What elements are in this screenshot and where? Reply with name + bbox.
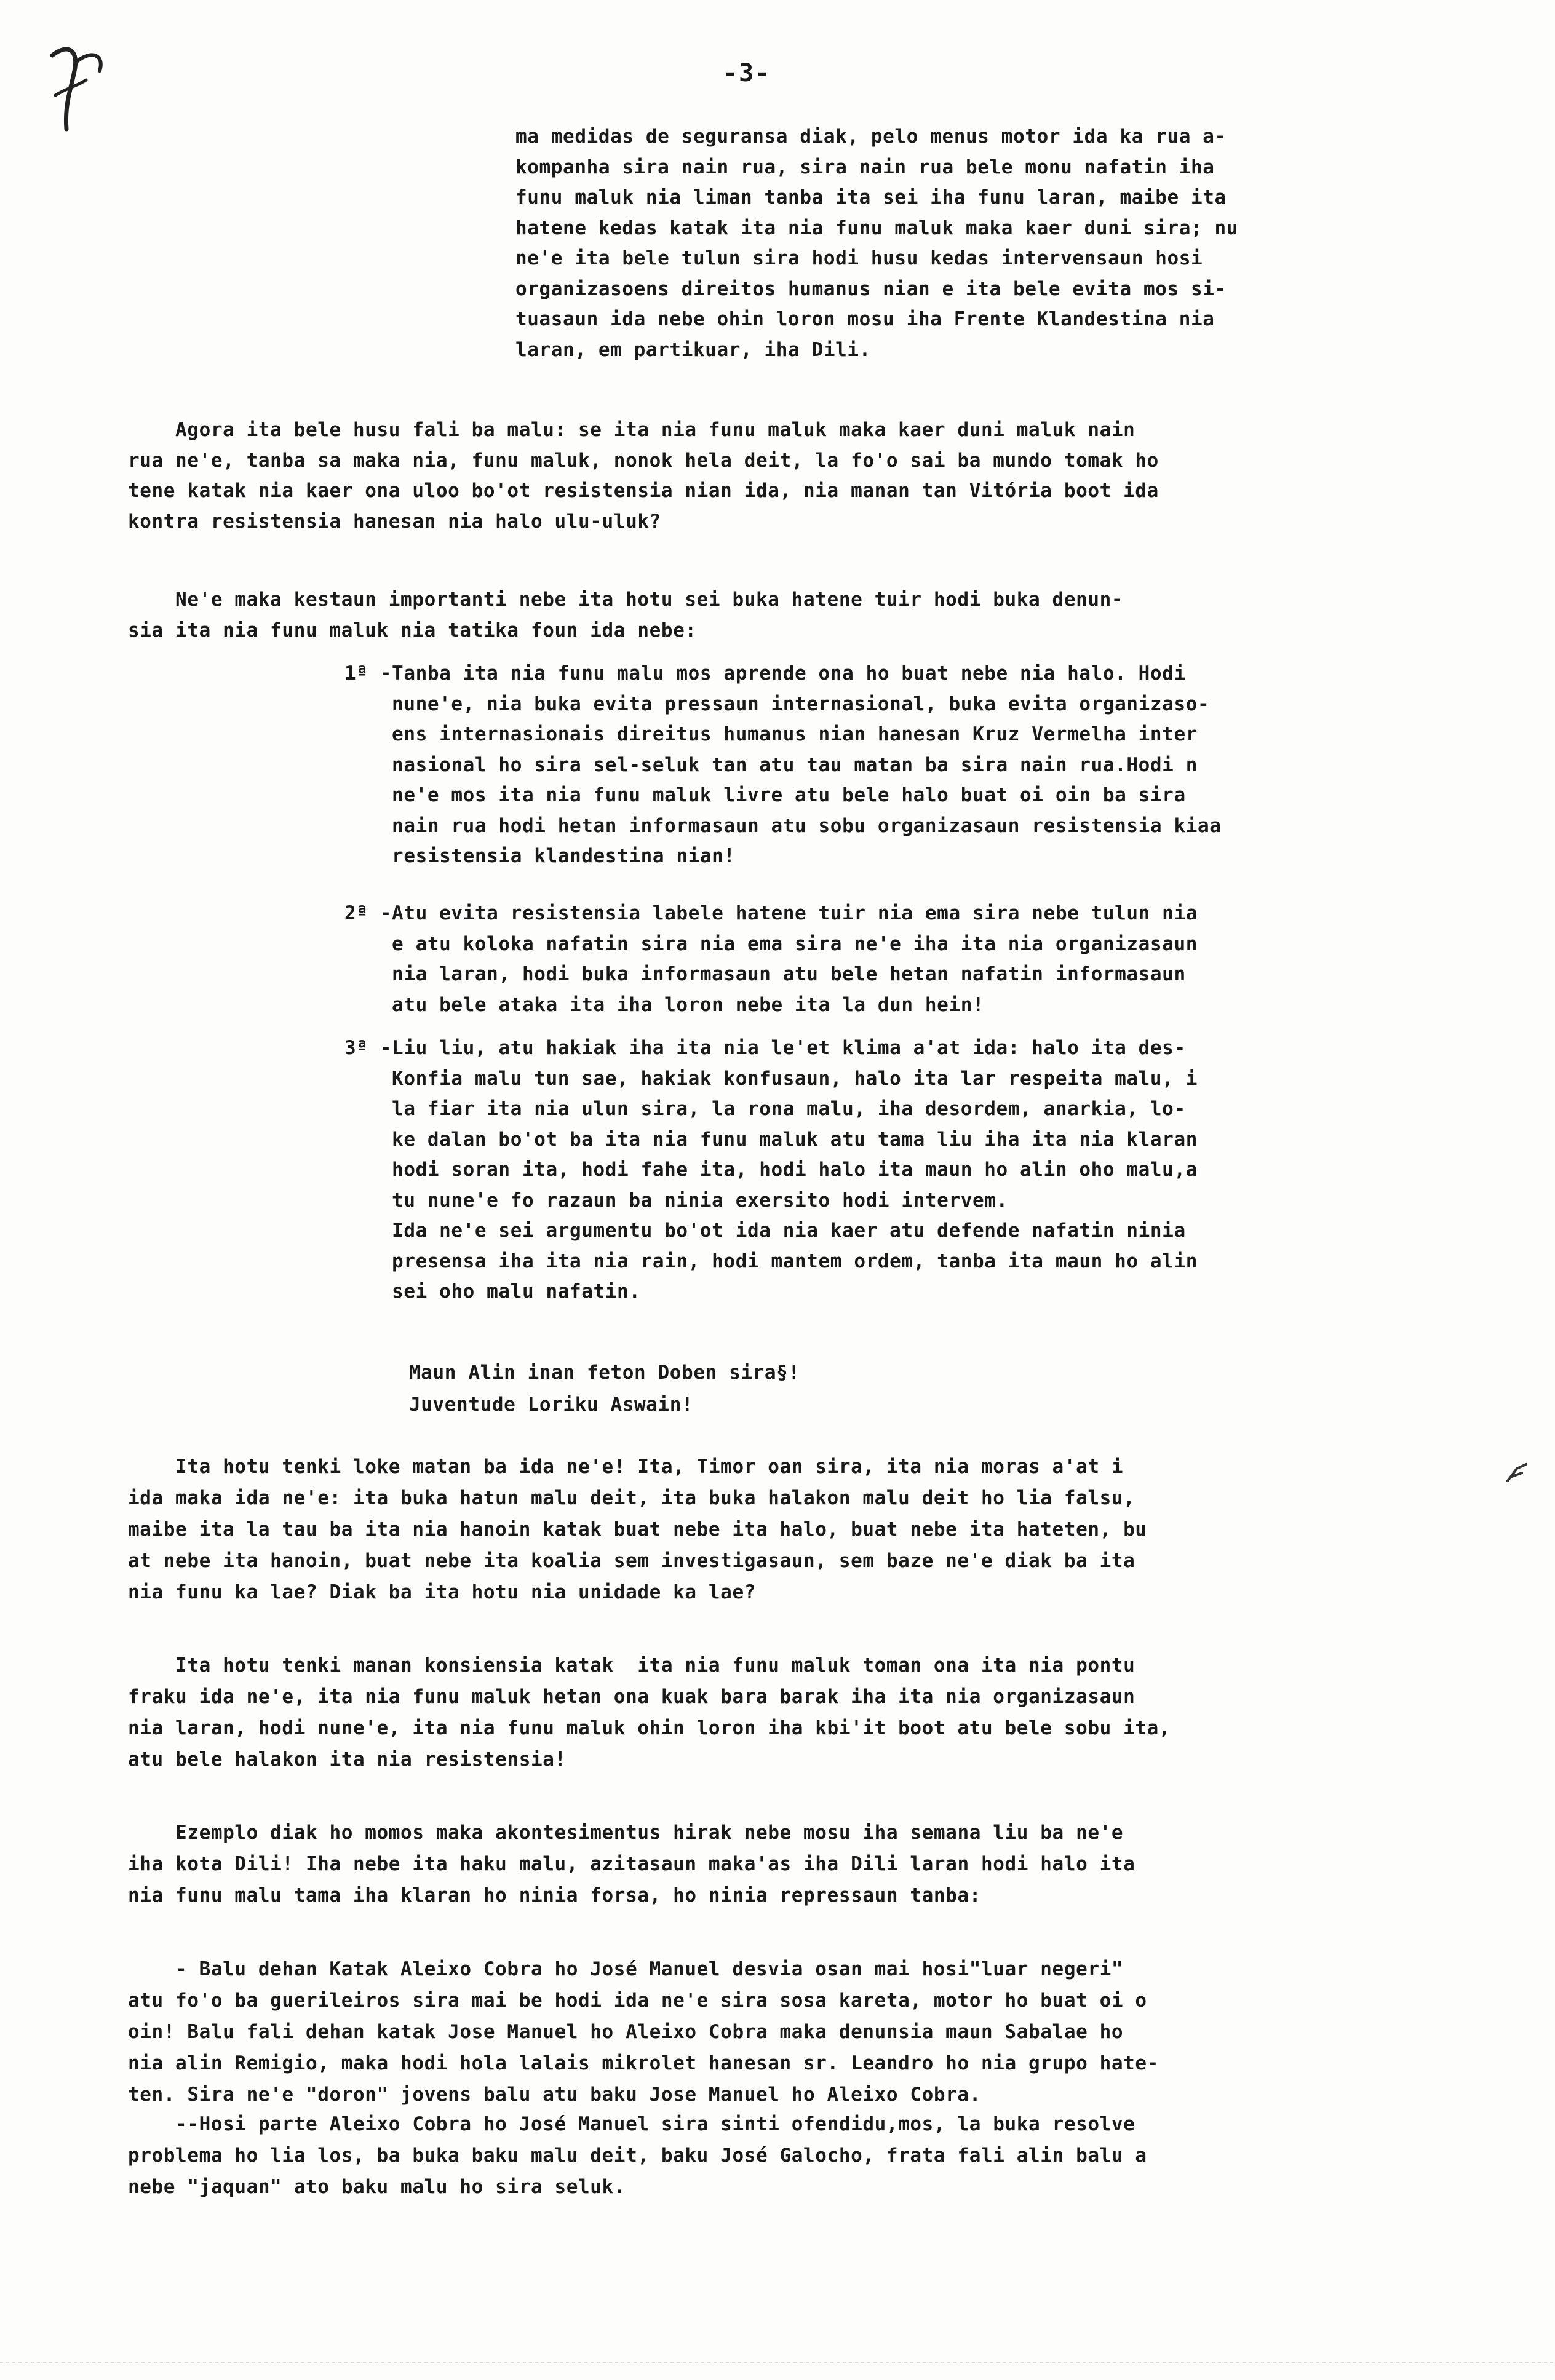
paragraph-hosi-parte: --Hosi parte Aleixo Cobra ho José Manuel sira sinti ofendidu,mos, la buka resolve problema ho lia los, ba buka baku malu deit, baku José Galocho, frata fali alin balu a nebe "jaquan" ato baku malu ho sira seluk. bbox=[128, 2113, 1147, 2198]
list-item: 3ª -Liu liu, atu hakiak iha ita nia le'et klima a'at ida: halo ita des- Konfia malu tun sae, hakiak konfusaun, halo ita lar respeita malu, i la fiar ita nia ulun sira, la rona malu, iha desordem, anarkia, lo- ke dalan bo'ot ba ita nia funu maluk atu tama liu iha ita nia klaran hodi soran ita, hodi fahe ita, hodi halo ita maun ho alin oho malu,a tu nune'e fo razaun ba ninia exersito hodi intervem. Ida ne'e sei argumentu bo'ot ida nia kaer atu defende nafatin ninia presensa iha ita nia rain, hodi mantem ordem, tanba ita maun ho alin sei oho malu nafatin. bbox=[344, 1037, 1198, 1303]
paragraph-ezemplo: Ezemplo diak ho momos maka akontesimentus hirak nebe mosu iha semana liu ba ne'e iha kota Dili! Iha nebe ita haku malu, azitasaun maka'as iha Dili laran hodi halo ita nia funu malu tama iha klaran ho ninia forsa, ho ninia repressaun tanba: bbox=[128, 1822, 1135, 1906]
paragraph-loke-matan: Ita hotu tenki loke matan ba ida ne'e! Ita, Timor oan sira, ita nia moras a'at i ida maka ida ne'e: ita buka hatun malu deit, ita buka halakon malu deit ho lia falsu, maibe ita la tau ba ita nia hanoin katak buat nebe ita halo, buat nebe ita hateten, bu at nebe ita hanoin, buat nebe ita koalia sem investigasaun, sem baze ne'e diak ba ita nia funu ka lae? Diak ba ita hotu nia unidade ka lae? bbox=[128, 1456, 1147, 1603]
paragraph-kestaun: Ne'e maka kestaun importanti nebe ita hotu sei buka hatene tuir hodi buka denun- sia ita nia funu maluk nia tatika foun ida nebe: bbox=[128, 589, 1124, 641]
handwritten-mark bbox=[43, 37, 111, 141]
list-item: 2ª -Atu evita resistensia labele hatene tuir nia ema sira nebe tulun nia e atu koloka nafatin sira nia ema sira ne'e iha ita nia organizasaun nia laran, hodi buka informasaun atu bele hetan nafatin informasaun atu bele ataka ita iha loron nebe ita la dun hein! bbox=[344, 902, 1198, 1016]
paragraph-konsiensia: Ita hotu tenki manan konsiensia katak ita nia funu maluk toman ona ita nia pontu fraku ida ne'e, ita nia funu maluk hetan ona kuak bara barak iha ita nia organizasaun nia laran, hodi nune'e, ita nia funu maluk ohin loron iha kbi'it boot atu bele sobu ita, atu bele halakon ita nia resistensia! bbox=[128, 1654, 1171, 1771]
paragraph-agora: Agora ita bele husu fali ba malu: se ita nia funu maluk maka kaer duni maluk nain rua ne'e, tanba sa maka nia, funu maluk, nonok hela deit, la fo'o sai ba mundo tomak ho tene katak nia kaer ona uloo bo'ot resistensia nian ida, nia manan tan Vitória boot ida kontra resistensia hanesan nia halo ulu-uluk? bbox=[128, 419, 1159, 533]
ink-blot-mark bbox=[1505, 1459, 1529, 1484]
salutation: Maun Alin inan feton Doben sira§! Juventude Loriku Aswain! bbox=[409, 1362, 800, 1416]
page-number: -3- bbox=[723, 59, 771, 87]
list-item: 1ª -Tanba ita nia funu malu mos aprende ona ho buat nebe nia halo. Hodi nune'e, nia buka evita pressaun internasional, buka evita organizaso- ens internasionais direitus humanus nian hanesan Kruz Vermelha inter nasional ho sira sel-seluk tan atu tau matan ba sira nain rua.Hodi n ne'e mos ita nia funu maluk livre atu bele halo buat oi oin ba sira nain rua hodi hetan informasaun atu sobu organizasaun resistensia kiaa resistensia klandestina nian! bbox=[344, 662, 1222, 867]
paragraph-intro: ma medidas de seguransa diak, pelo menus motor ida ka rua a- kompanha sira nain rua, sira nain rua bele monu nafatin iha funu maluk nia liman tanba ita sei iha funu laran, maibe ita hatene kedas katak ita nia funu maluk maka kaer duni sira; nu ne'e ita bele tulun sira hodi husu kedas intervensaun hosi organizasoens direitos humanus nian e ita bele evita mos si- tuasaun ida nebe ohin loron mosu iha Frente Klandestina nia laran, em partikuar, iha Dili. bbox=[515, 125, 1239, 361]
footer-dotted-line bbox=[0, 2362, 1555, 2363]
paragraph-balu-dehan: - Balu dehan Katak Aleixo Cobra ho José Manuel desvia osan mai hosi"luar negeri" atu fo'o ba guerileiros sira mai be hodi ida ne'e sira sosa kareta, motor ho buat oi o oin! Balu fali dehan katak Jose Manuel ho Aleixo Cobra maka denunsia maun Sabalae ho nia alin Remigio, maka hodi hola lalais mikrolet hanesan sr. Leandro ho nia grupo hate- ten. Sira ne'e "doron" jovens balu atu baku Jose Manuel ho Aleixo Cobra. bbox=[128, 1958, 1159, 2106]
